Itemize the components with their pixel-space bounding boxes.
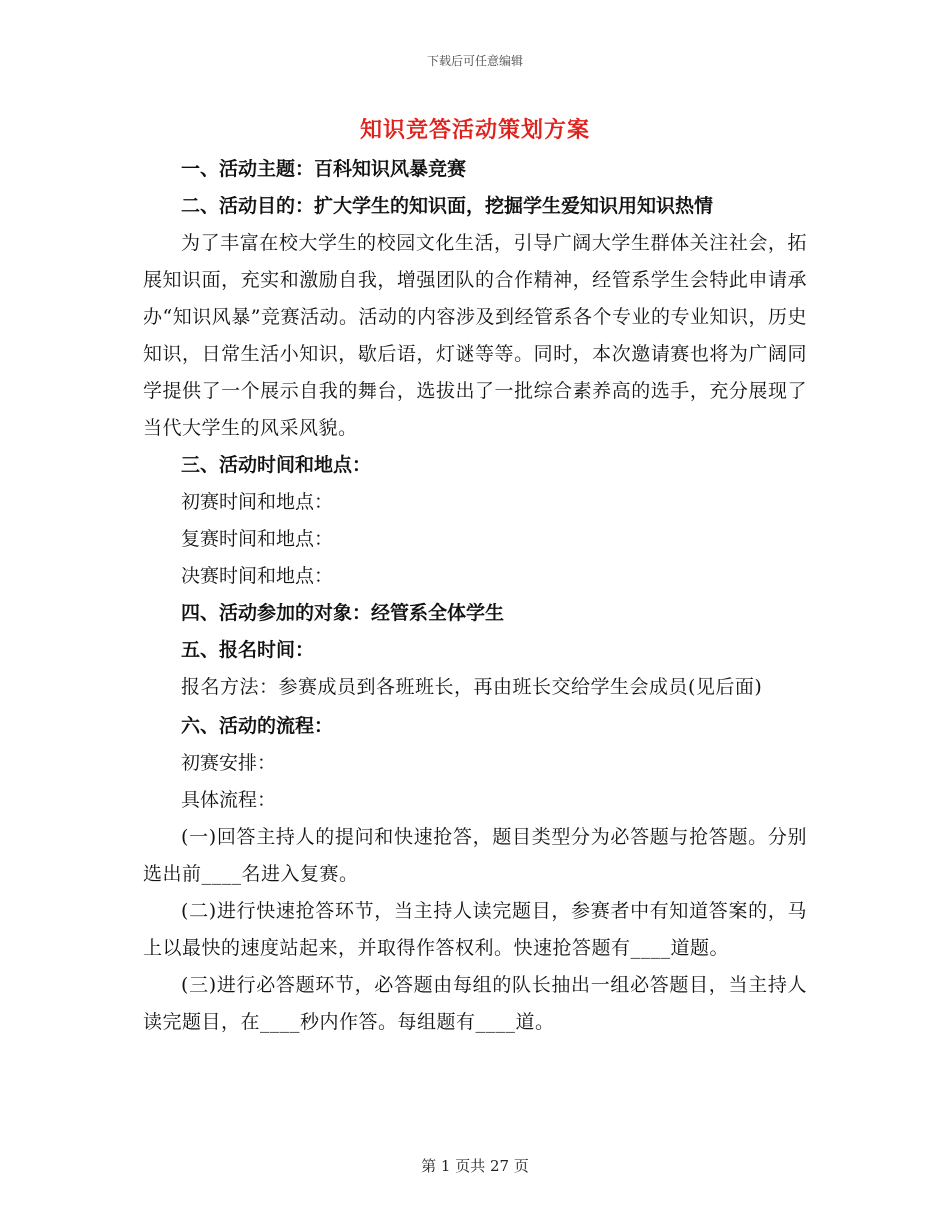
final-time-line: 决赛时间和地点： xyxy=(181,565,334,587)
section-heading-signup-time: 五、报名时间： xyxy=(181,639,315,661)
step-three-paragraph: (三)进行必答题环节，必答题由每组的队长抽出一组必答题目，当主持人读完题目，在____秒内作答。每组题有____道。 xyxy=(143,974,807,1033)
purpose-paragraph: 为了丰富在校大学生的校园文化生活，引导广阔大学生群体关注社会，拓展知识面，充实和激励自我，增强团队的合作精神，经管系学生会特此申请承办“知识风暴”竞赛活动。活动的内容涉及到经管系各个专业的专业知识，历史知识，日常生活小知识，歇后语，灯谜等等。同时，本次邀请赛也将为广阔同学提供了一个展示自我的舞台，选拔出了一批综合素养高的选手，充分展现了当代大学生的风采风貌。 xyxy=(143,232,807,439)
page-header-note: 下载后可任意编辑 xyxy=(426,54,523,68)
step-two-paragraph: (二)进行快速抢答环节，当主持人读完题目，参赛者中有知道答案的，马上以最快的速度站起来，并取得作答权利。快速抢答题有____道题。 xyxy=(143,900,807,959)
semi-time-line: 复赛时间和地点： xyxy=(181,528,334,550)
signup-method-paragraph: 报名方法：参赛成员到各班班长，再由班长交给学生会成员(见后面) xyxy=(181,676,763,698)
section-heading-time-place: 三、活动时间和地点： xyxy=(181,454,372,476)
prelim-arrangement-line: 初赛安排： xyxy=(181,752,277,774)
detail-flow-line: 具体流程： xyxy=(181,789,277,811)
section-heading-purpose: 二、活动目的：扩大学生的知识面，挖掘学生爱知识用知识热情 xyxy=(181,195,714,217)
document-title: 知识竞答活动策划方案 xyxy=(359,117,590,143)
page-number-footer: 第 1 页共 27 页 xyxy=(421,1157,529,1175)
document-body xyxy=(143,151,807,1041)
section-heading-participants: 四、活动参加的对象：经管系全体学生 xyxy=(181,602,505,624)
step-one-paragraph: (一)回答主持人的提问和快速抢答，题目类型分为必答题与抢答题。分别选出前____名进入复赛。 xyxy=(143,826,807,885)
section-heading-theme: 一、活动主题：百科知识风暴竞赛 xyxy=(181,158,467,180)
section-heading-process: 六、活动的流程： xyxy=(181,715,334,737)
prelim-time-line: 初赛时间和地点： xyxy=(181,491,334,513)
